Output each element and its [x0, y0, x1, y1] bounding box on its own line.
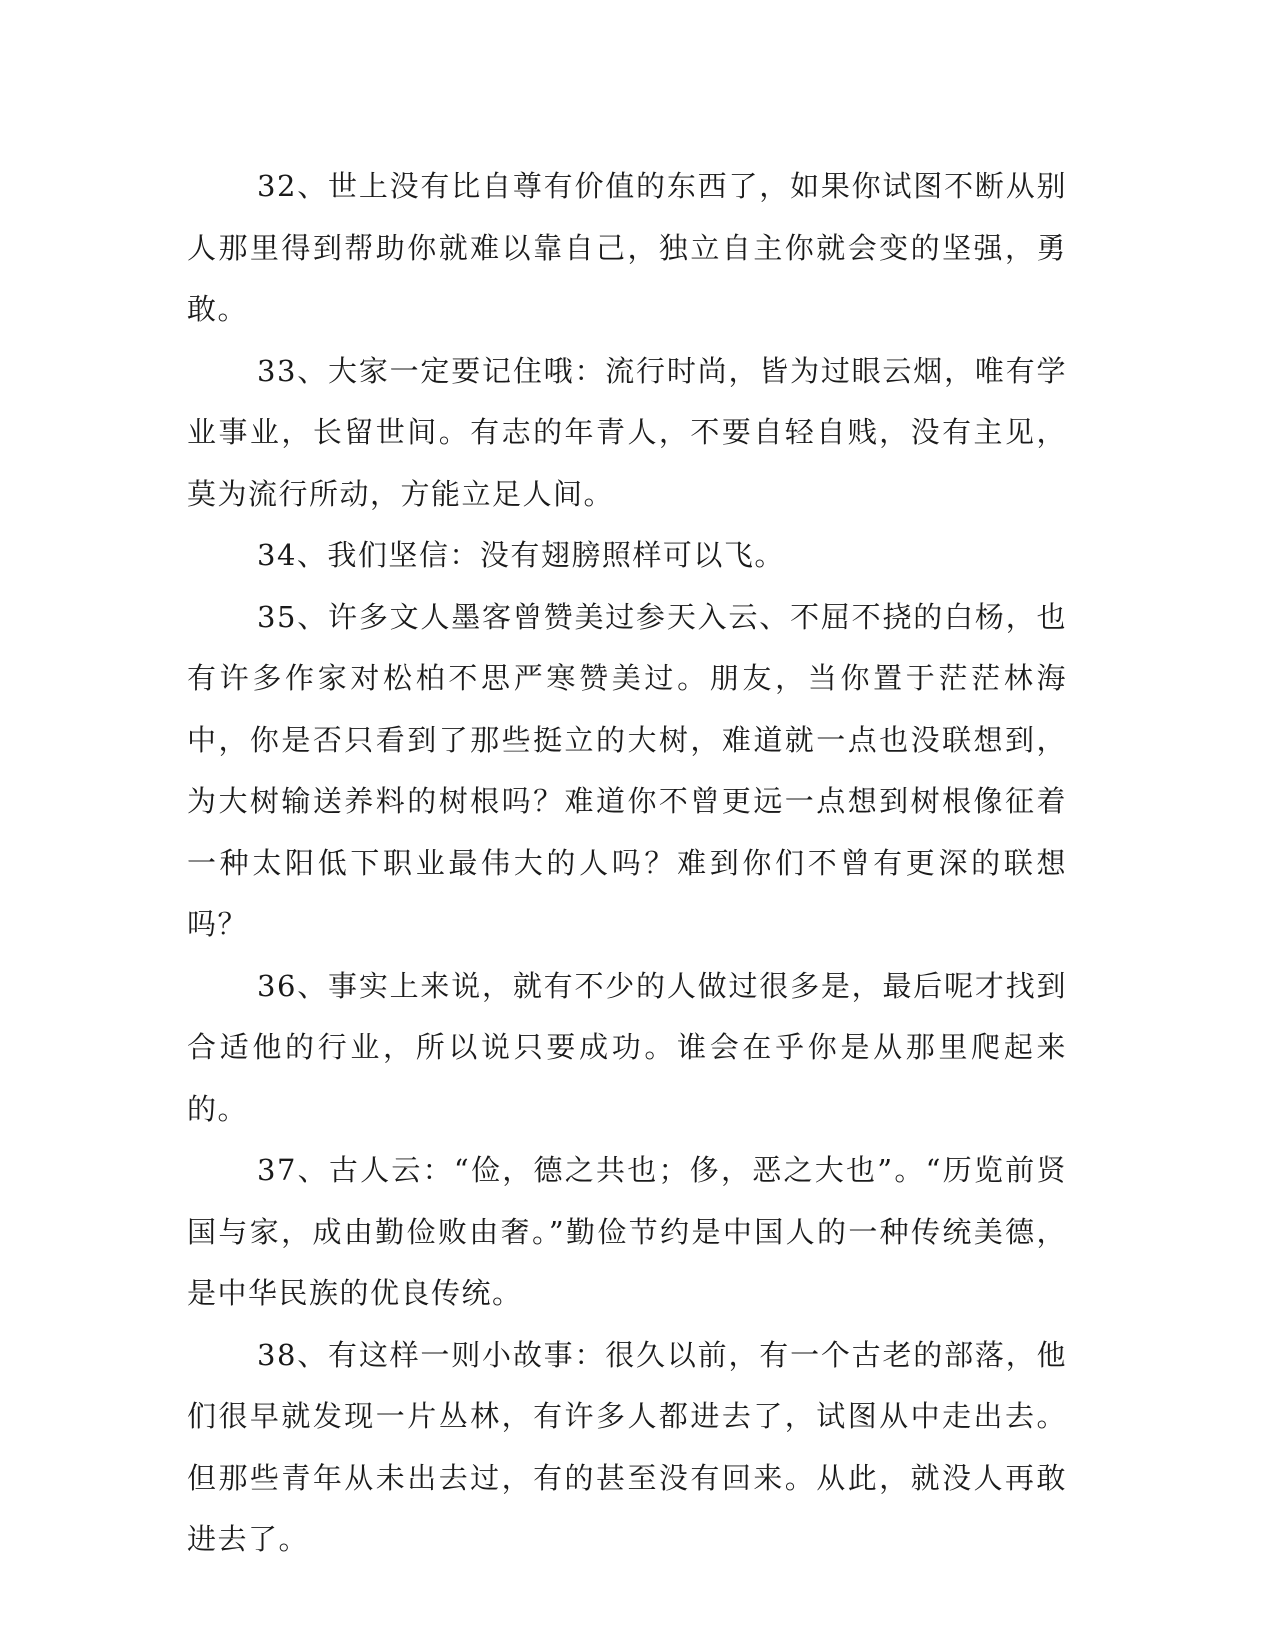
- paragraph-36: 36、事实上来说，就有不少的人做过很多是，最后呢才找到合适他的行业，所以说只要成功。谁会在乎你是从那里爬起来的。: [187, 968, 1067, 1126]
- paragraph-32: 32、世上没有比自尊有价值的东西了，如果你试图不断从别人那里得到帮助你就难以靠自己，独立自主你就会变的坚强，勇敢。: [187, 169, 1067, 326]
- paragraph-35: 35、许多文人墨客曾赞美过参天入云、不屈不挠的白杨，也有许多作家对松柏不思严寒赞美过。朋友，当你置于茫茫林海中，你是否只看到了那些挺立的大树，难道就一点也没联想到，为大树输送养料的树根吗？难道你不曾更远一点想到树根像征着一种太阳低下职业最伟大的人吗？难到你们不曾有更深的联想吗？: [187, 599, 1067, 941]
- paragraph-34: 34、我们坚信：没有翅膀照样可以飞。: [257, 538, 785, 572]
- paragraph-38: 38、有这样一则小故事：很久以前，有一个古老的部落，他们很早就发现一片丛林，有许多人都进去了，试图从中走出去。但那些青年从未出去过，有的甚至没有回来。从此，就没人再敢进去了。: [187, 1337, 1067, 1556]
- document-body: [187, 156, 1067, 1571]
- paragraph-37: 37、古人云：“俭，德之共也；侈，恶之大也”。“历览前贤国与家，成由勤俭败由奢。”勤俭节约是中国人的一种传统美德，是中华民族的优良传统。: [187, 1153, 1067, 1310]
- paragraph-33: 33、大家一定要记住哦：流行时尚，皆为过眼云烟，唯有学业事业，长留世间。有志的年青人，不要自轻自贱，没有主见，莫为流行所动，方能立足人间。: [187, 353, 1067, 511]
